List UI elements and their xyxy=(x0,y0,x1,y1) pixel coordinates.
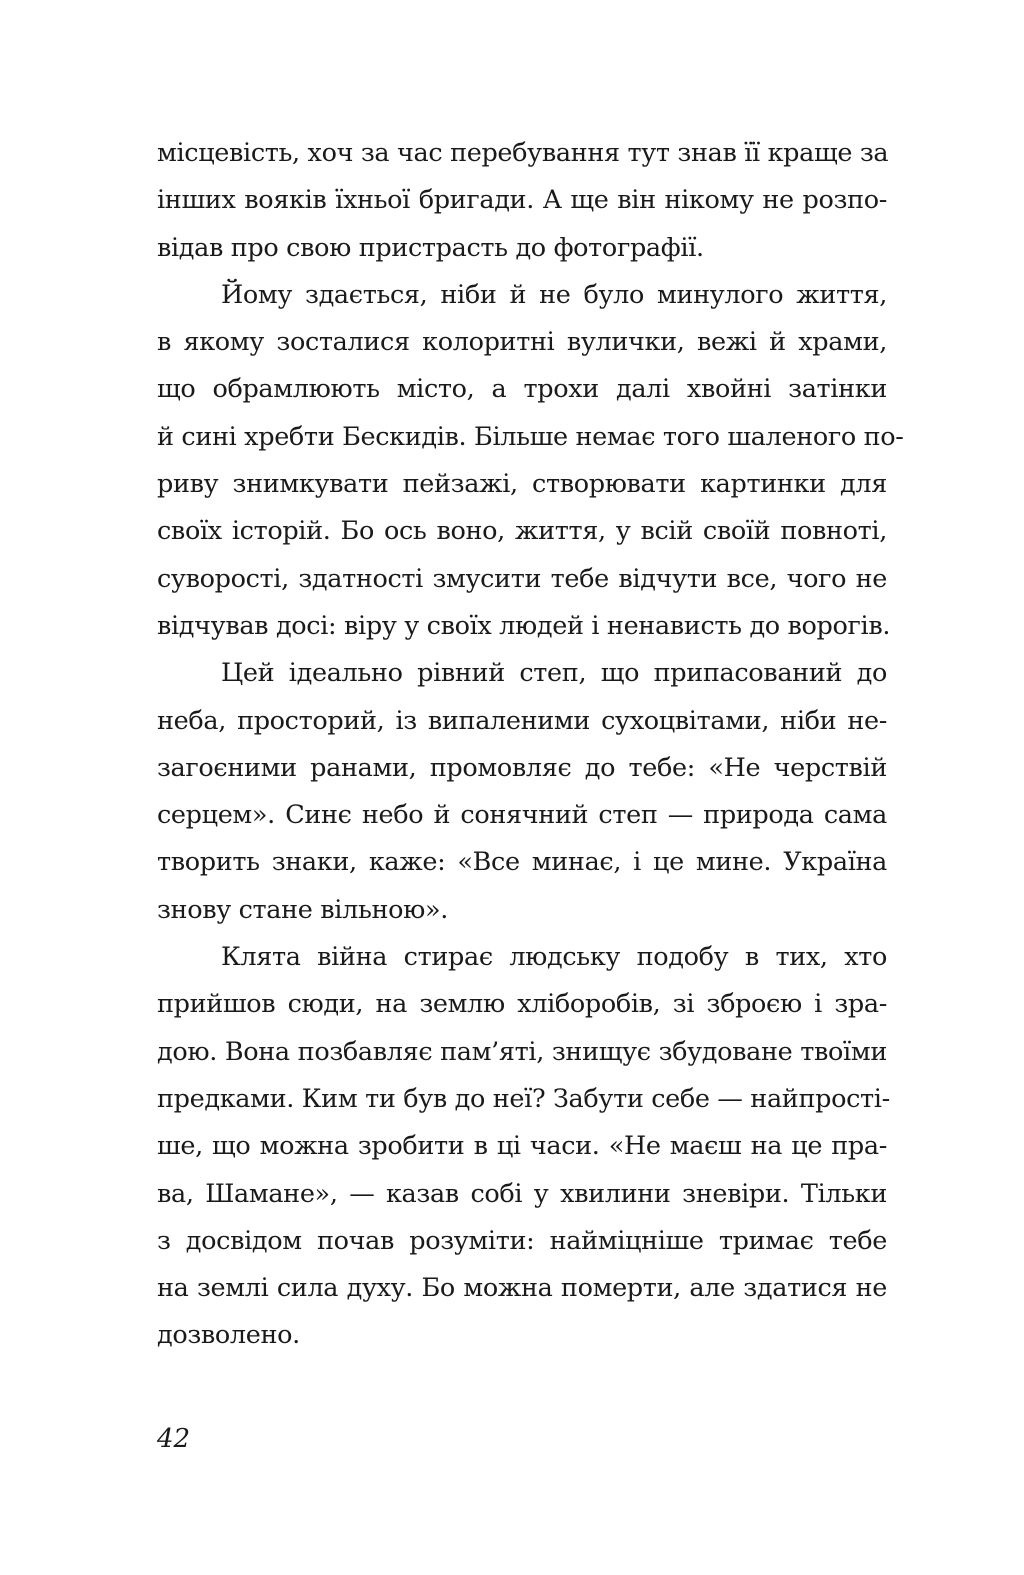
text-line: інших вояків їхньої бригади. А ще він нікому не розпо- xyxy=(157,185,887,216)
text-line: відчував досі: віру у своїх людей і ненависть до ворогів. xyxy=(157,610,891,641)
text-line: предками. Ким ти був до неї? Забути себе — найпрості- xyxy=(157,1083,890,1114)
text-line: Клята війна стирає людську подобу в тих, хто xyxy=(221,942,887,973)
paragraph xyxy=(157,130,887,272)
text-line: місцевість, хоч за час перебування тут знав її краще за xyxy=(157,138,889,168)
text-line: прийшов сюди, на землю хліборобів, зі зброєю і зра- xyxy=(157,989,887,1020)
text-line: в якому зосталися колоритні вулички, вежі й храми, xyxy=(157,327,887,358)
text-line: на землі сила духу. Бо можна померти, але здатися не xyxy=(157,1273,887,1304)
text-line: Йому здається, ніби й не було минулого життя, xyxy=(221,279,887,310)
text-line: риву знимкувати пейзажі, створювати картинки для xyxy=(157,469,887,500)
page-number: 42 xyxy=(157,1424,191,1454)
text-line: неба, просторий, із випаленими сухоцвітами, ніби не- xyxy=(157,705,887,736)
text-line: загоєними ранами, промовляє до тебе: «Не черствій xyxy=(157,752,887,783)
text-line: своїх історій. Бо ось воно, життя, у всій своїй повноті, xyxy=(157,516,887,547)
paragraph xyxy=(157,272,904,650)
text-line: дозволено. xyxy=(157,1320,300,1351)
text-line: серцем». Синє небо й сонячний степ — природа сама xyxy=(157,800,887,831)
paragraph xyxy=(157,650,887,934)
body-text xyxy=(157,130,904,1360)
text-line: відав про свою пристрасть до фотографії. xyxy=(157,232,704,263)
text-line: ше, що можна зробити в ці часи. «Не маєш на це пра- xyxy=(157,1131,887,1162)
paragraph xyxy=(157,934,890,1360)
text-line: дою. Вона позбавляє пам’яті, знищує збудоване твоїми xyxy=(157,1036,887,1067)
text-line: творить знаки, каже: «Все минає, і це мине. Україна xyxy=(157,847,887,878)
text-line: що обрамлюють місто, а трохи далі хвойні затінки xyxy=(157,374,887,405)
text-line: знову стане вільною». xyxy=(157,894,449,925)
text-line: Цей ідеально рівний степ, що припасований до xyxy=(221,658,887,689)
text-line: ва, Шамане», — казав собі у хвилини зневіри. Тільки xyxy=(157,1178,887,1209)
text-line: суворості, здатності змусити тебе відчути все, чого не xyxy=(157,563,887,594)
text-line: з досвідом почав розуміти: найміцніше тримає тебе xyxy=(157,1225,887,1256)
text-line: й сині хребти Бескидів. Більше немає того шаленого по- xyxy=(157,421,904,452)
